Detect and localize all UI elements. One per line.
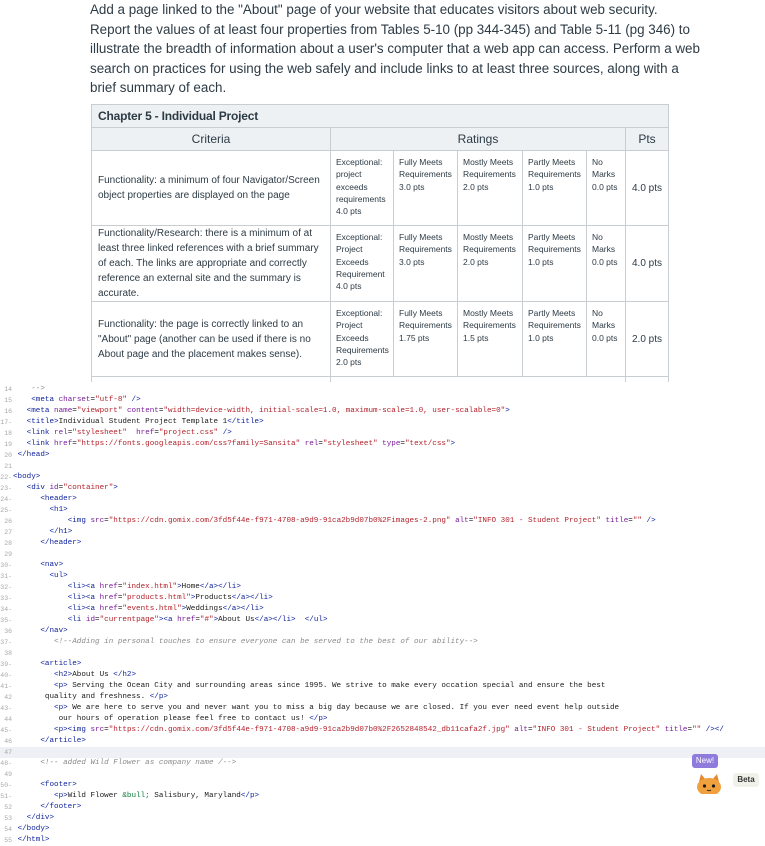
criterion-text: Functionality/Research: there is a minimum of at least three linked references with a brief summary of each. The links are appropriate and correctly reference an external site and the summary is accurate. <box>92 226 331 302</box>
rating-line: 1.75 pts <box>399 332 430 343</box>
rating-line: 1.0 pts <box>528 256 554 267</box>
rating-line: No <box>592 232 603 242</box>
rating-option <box>523 151 587 225</box>
code-text[interactable]: </header> <box>40 539 82 547</box>
line-number: 29 <box>4 551 12 558</box>
rating-line: Mostly Meets <box>463 157 514 167</box>
code-text[interactable]: <p><img src="https://cdn.gomix.com/3fd5f44e-f971-4708-a9d9-91ca2b9d07b0%2F2652848542_db11cafa2f.jpg" alt="INFO 301 - Student Project" title="" /></ <box>54 726 724 734</box>
code-line[interactable] <box>0 406 765 417</box>
rating-line: Mostly Meets <box>463 308 514 318</box>
line-number: 32- <box>0 584 12 591</box>
rubric-table <box>91 104 669 382</box>
code-line[interactable] <box>0 439 765 450</box>
code-line[interactable] <box>0 791 765 802</box>
line-number: 39- <box>0 661 12 668</box>
rating-option <box>331 151 394 225</box>
line-number: 41- <box>0 683 12 690</box>
rating-line: 4.0 pts <box>336 206 362 217</box>
code-line[interactable] <box>0 560 765 571</box>
code-line[interactable] <box>0 527 765 538</box>
line-number: 50- <box>0 782 12 789</box>
line-number: 47 <box>4 749 12 756</box>
code-text[interactable]: quality and freshness. </p> <box>13 693 168 701</box>
rating-line: Requirements <box>463 244 516 255</box>
rating-line: 1.5 pts <box>463 332 489 343</box>
line-number: 33- <box>0 595 12 602</box>
rating-line: Exceptional: <box>336 157 383 167</box>
code-text[interactable]: <link href="https://fonts.googleapis.com/css?family=Sansita" rel="stylesheet" type="text/css"> <box>26 440 456 448</box>
code-text[interactable]: </head> <box>17 451 50 459</box>
code-text[interactable]: our hours of operation please feel free to contact us! </p> <box>13 715 328 723</box>
line-number: 31- <box>0 573 12 580</box>
line-number: 44 <box>4 716 12 723</box>
code-text[interactable]: <li><a href="index.html">Home</a></li> <box>67 583 241 591</box>
ratings-cell <box>331 302 626 377</box>
rubric-row <box>92 226 669 302</box>
rating-line: 1.0 pts <box>528 181 554 192</box>
line-number: 30- <box>0 562 12 569</box>
code-line[interactable] <box>0 450 765 461</box>
code-text[interactable]: <h2>About Us </h2> <box>54 671 137 679</box>
rating-line: Requirements <box>399 320 452 331</box>
code-text[interactable]: <li><a href="products.html">Products</a></li> <box>67 594 273 602</box>
rating-line: Exceptional: <box>336 308 383 318</box>
code-text[interactable]: <h1> <box>49 506 68 514</box>
rating-line: Fully Meets <box>399 308 443 318</box>
line-number: 20 <box>4 452 12 459</box>
rating-line: Project <box>336 244 363 255</box>
code-text[interactable]: <link rel="stylesheet" href="project.css" /> <box>26 429 232 437</box>
rating-line: Requirements <box>399 169 452 180</box>
ratings-cell <box>331 151 626 226</box>
rubric-row <box>92 151 669 226</box>
line-number: 52 <box>4 804 12 811</box>
code-line[interactable] <box>0 428 765 439</box>
rating-option <box>523 302 587 376</box>
line-number: 16 <box>4 408 12 415</box>
code-text[interactable]: <div id="container"> <box>26 484 118 492</box>
code-line[interactable] <box>0 670 765 681</box>
code-line[interactable] <box>0 384 765 395</box>
rating-option <box>587 151 623 225</box>
pts-header: Pts <box>626 128 669 151</box>
beta-badge[interactable]: Beta <box>733 773 759 787</box>
rating-option <box>458 151 523 225</box>
code-line[interactable] <box>0 725 765 736</box>
line-number: 19 <box>4 441 12 448</box>
code-text[interactable]: <p> We are here to serve you and never want you to miss a big day because we are closed. If you ever need event help outside <box>54 704 620 712</box>
rating-line: Exceeds <box>336 332 369 343</box>
line-number: 51- <box>0 793 12 800</box>
rating-line: Marks <box>592 244 616 255</box>
rating-line: Requirements <box>336 344 389 355</box>
line-number: 37- <box>0 639 12 646</box>
code-line[interactable] <box>0 835 765 846</box>
code-text[interactable]: --> <box>31 385 45 393</box>
cat-mascot-icon[interactable] <box>694 772 724 794</box>
rating-line: No <box>592 157 603 167</box>
code-line[interactable] <box>0 505 765 516</box>
code-text[interactable]: <!--Adding in personal touches to ensure everyone can be served to the best of our ability--> <box>54 638 478 646</box>
code-text[interactable]: <article> <box>40 660 82 668</box>
rating-line: Marks <box>592 320 616 331</box>
code-line[interactable] <box>0 692 765 703</box>
rating-line: 0.0 pts <box>592 332 618 343</box>
code-text[interactable]: <meta charset="utf-8" /> <box>31 396 141 404</box>
code-line[interactable] <box>0 472 765 483</box>
ratings-header: Ratings <box>331 128 626 151</box>
rubric-rows <box>92 151 669 377</box>
line-number: 14 <box>4 386 12 393</box>
code-line[interactable] <box>0 780 765 791</box>
line-number: 21 <box>4 463 12 470</box>
rubric-title: Chapter 5 - Individual Project <box>92 105 669 128</box>
assignment-description <box>90 0 700 98</box>
line-number: 38 <box>4 650 12 657</box>
rating-line: Exceeds <box>336 256 369 267</box>
rating-option <box>394 302 458 376</box>
assignment-text: Add a page linked to the "About" page of your website that educates visitors about web security. Report the values of at least four properties from Tables 5-10 (pp 344-345) and Table 5-11 (pg 346) to illustrate the breadth of information about a user's computer that a web app can access. Perform a web search on practices for using the web safely and include links to at least three sources, along with a brief summary of each. <box>90 2 700 95</box>
code-line[interactable] <box>0 626 765 637</box>
line-number: 15 <box>4 397 12 404</box>
code-text[interactable]: </article> <box>40 737 86 745</box>
line-number: 25- <box>0 507 12 514</box>
code-line[interactable] <box>0 758 765 769</box>
line-number: 48- <box>0 760 12 767</box>
criteria-header: Criteria <box>92 128 331 151</box>
rating-option <box>587 302 623 376</box>
code-line[interactable] <box>0 516 765 527</box>
rating-line: 4.0 pts <box>336 281 362 292</box>
code-line[interactable] <box>0 659 765 670</box>
line-number: 35- <box>0 617 12 624</box>
rating-line: Exceptional: <box>336 232 383 242</box>
criterion-points: 4.0 pts <box>626 226 669 302</box>
rating-line: Partly Meets <box>528 157 576 167</box>
line-number: 23- <box>0 485 12 492</box>
line-number: 46 <box>4 738 12 745</box>
code-line[interactable] <box>0 417 765 428</box>
code-text[interactable]: <li id="currentpage"><a href="#">About Us</a></li> </ul> <box>67 616 328 624</box>
code-line[interactable] <box>0 483 765 494</box>
code-line[interactable] <box>0 637 765 648</box>
code-line[interactable] <box>0 703 765 714</box>
code-line[interactable] <box>0 549 765 560</box>
code-line[interactable] <box>0 593 765 604</box>
rating-line: No <box>592 308 603 318</box>
rubric-row <box>92 302 669 377</box>
code-text[interactable]: <meta name="viewport" content="width=device-width, initial-scale=1.0, maximum-scale=1.0, user-scalable=0"> <box>26 407 510 415</box>
code-text[interactable]: <title>Individual Student Project Template 1</title> <box>26 418 264 426</box>
code-line[interactable] <box>0 681 765 692</box>
line-number: 42 <box>4 694 12 701</box>
code-text[interactable]: <header> <box>40 495 77 503</box>
rating-line: Partly Meets <box>528 232 576 242</box>
criterion-points: 2.0 pts <box>626 302 669 377</box>
rating-option <box>394 226 458 301</box>
code-text[interactable]: <body> <box>13 473 41 481</box>
code-text[interactable]: <p>Wild Flower &bull; Salisbury, Maryland</p> <box>54 792 260 800</box>
new-badge[interactable]: New! <box>692 754 718 768</box>
code-line[interactable] <box>0 736 765 747</box>
rating-line: Requirements <box>528 169 581 180</box>
rating-line: 1.0 pts <box>528 332 554 343</box>
code-line[interactable] <box>0 615 765 626</box>
rating-line: requirements <box>336 193 386 204</box>
code-text[interactable]: </nav> <box>40 627 68 635</box>
code-text[interactable]: <footer> <box>40 781 77 789</box>
line-number: 22- <box>0 474 12 481</box>
rating-line: 2.0 pts <box>463 256 489 267</box>
code-line[interactable] <box>0 769 765 780</box>
rating-line: Mostly Meets <box>463 232 514 242</box>
code-text[interactable]: </div> <box>26 814 55 822</box>
code-text[interactable]: </body> <box>17 825 50 833</box>
code-line[interactable] <box>0 824 765 835</box>
assignment-pane <box>0 0 765 382</box>
rating-line: 0.0 pts <box>592 181 618 192</box>
line-number: 17- <box>0 419 12 426</box>
code-text[interactable]: <nav> <box>40 561 64 569</box>
line-number: 27 <box>4 529 12 536</box>
rating-line: 3.0 pts <box>399 256 425 267</box>
code-line[interactable] <box>0 802 765 813</box>
rating-line: Marks <box>592 169 616 180</box>
code-text[interactable]: </h1> <box>49 528 73 536</box>
line-number: 36 <box>4 628 12 635</box>
code-text[interactable]: <p> Serving the Ocean City and surrounding areas since 1995. We strive to make every occation special and ensure the best <box>54 682 606 690</box>
code-text[interactable]: <img src="https://cdn.gomix.com/3fd5f44e-f971-4708-a9d9-91ca2b9d07b0%2Fimages-2.png" alt="INFO 301 - Student Project" title="" /> <box>67 517 656 525</box>
code-editor[interactable] <box>0 382 765 844</box>
rating-option <box>458 302 523 376</box>
rating-line: Requirements <box>463 320 516 331</box>
rating-line: project <box>336 169 362 180</box>
code-text[interactable]: <ul> <box>49 572 68 580</box>
rating-line: Requirements <box>528 320 581 331</box>
line-number: 49 <box>4 771 12 778</box>
rating-line: 2.0 pts <box>463 181 489 192</box>
criterion-text: Functionality: a minimum of four Navigator/Screen object properties are displayed on the page <box>92 151 331 226</box>
rating-line: Project <box>336 320 363 331</box>
rating-option <box>394 151 458 225</box>
code-line[interactable] <box>0 461 765 472</box>
code-text[interactable]: </html> <box>17 836 50 844</box>
rating-line: Requirement <box>336 268 385 279</box>
code-line[interactable] <box>0 747 765 758</box>
line-number: 28 <box>4 540 12 547</box>
line-number: 45- <box>0 727 12 734</box>
line-number: 18 <box>4 430 12 437</box>
code-line[interactable] <box>0 571 765 582</box>
code-line[interactable] <box>0 494 765 505</box>
rating-line: 0.0 pts <box>592 256 618 267</box>
code-text[interactable]: <!-- added Wild Flower as company name /--> <box>40 759 237 767</box>
rating-option <box>331 226 394 301</box>
rating-line: 3.0 pts <box>399 181 425 192</box>
rating-line: Fully Meets <box>399 232 443 242</box>
line-number: 40- <box>0 672 12 679</box>
rating-option <box>587 226 623 301</box>
line-number: 54 <box>4 826 12 833</box>
rating-line: Partly Meets <box>528 308 576 318</box>
code-text[interactable]: <li><a href="events.html">Weddings</a></li> <box>67 605 264 613</box>
code-line[interactable] <box>0 648 765 659</box>
rating-option <box>458 226 523 301</box>
rating-line: Requirements <box>399 244 452 255</box>
code-line[interactable] <box>0 395 765 406</box>
code-line[interactable] <box>0 813 765 824</box>
rating-line: Fully Meets <box>399 157 443 167</box>
ratings-cell <box>331 226 626 302</box>
rating-option <box>331 302 394 376</box>
rating-line: exceeds <box>336 181 368 192</box>
rating-option <box>523 226 587 301</box>
line-number: 43- <box>0 705 12 712</box>
criterion-text: Functionality: the page is correctly linked to an "About" page (another can be used if there is no About page and the placement makes sense). <box>92 302 331 377</box>
line-number: 26 <box>4 518 12 525</box>
code-line[interactable] <box>0 582 765 593</box>
line-number: 55 <box>4 837 12 844</box>
line-number: 53 <box>4 815 12 822</box>
criterion-points: 4.0 pts <box>626 151 669 226</box>
line-number: 34- <box>0 606 12 613</box>
rating-line: 2.0 pts <box>336 357 362 368</box>
line-number: 24- <box>0 496 12 503</box>
code-line[interactable] <box>0 538 765 549</box>
code-text[interactable]: </footer> <box>40 803 82 811</box>
rating-line: Requirements <box>528 244 581 255</box>
code-line[interactable] <box>0 604 765 615</box>
code-line[interactable] <box>0 714 765 725</box>
rating-line: Requirements <box>463 169 516 180</box>
